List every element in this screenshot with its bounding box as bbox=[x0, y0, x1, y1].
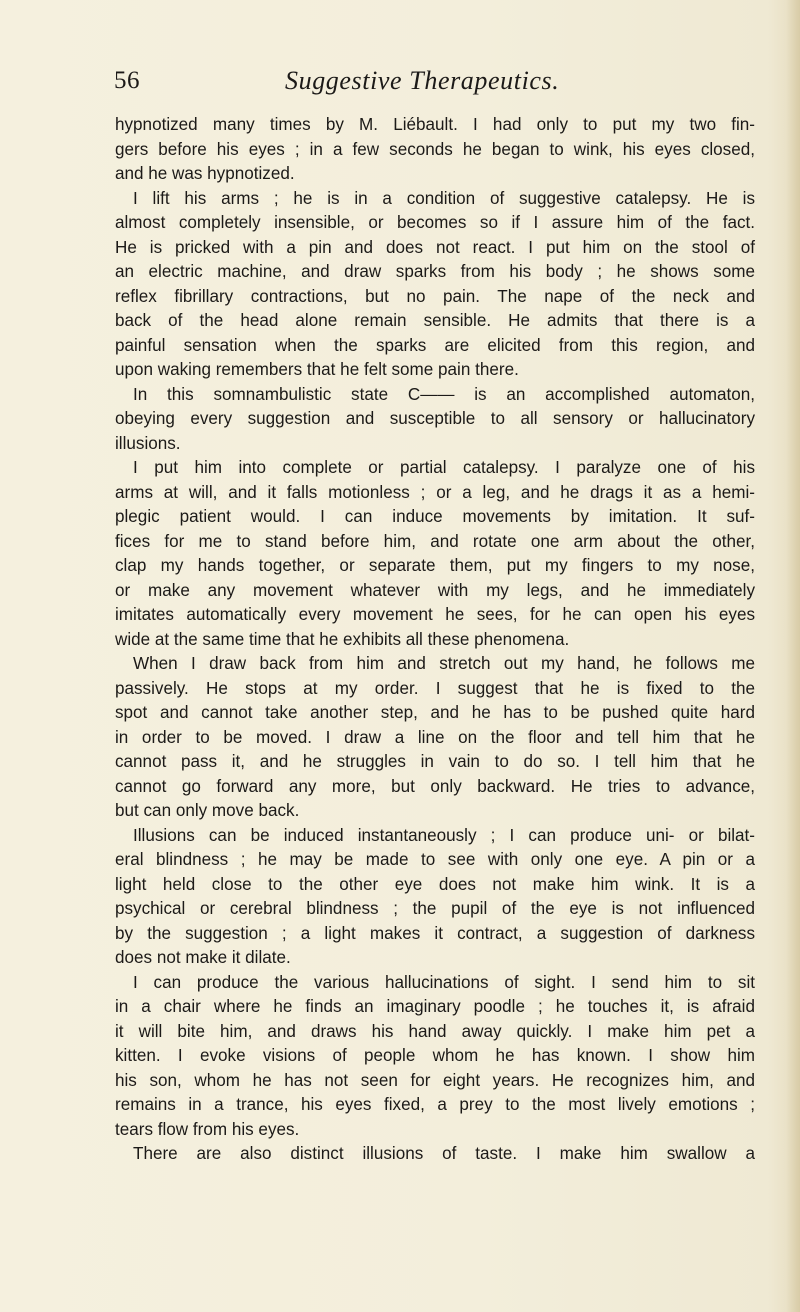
running-head bbox=[114, 63, 754, 99]
text-line: illusions. bbox=[115, 433, 181, 453]
text-line: Illusions can be induced instantaneously ; I can produce uni- or bilat- bbox=[133, 825, 755, 845]
text-line: eral blindness ; he may be made to see with only one eye. A pin or a bbox=[115, 850, 755, 869]
running-title: Suggestive Therapeutics. bbox=[285, 66, 560, 95]
text-line: kitten. I evoke visions of people whom he has known. I show him bbox=[115, 1046, 755, 1065]
text-line: clap my hands together, or separate them, put my fingers to my nose, bbox=[115, 556, 755, 575]
text-line: plegic patient would. I can induce movements by imitation. It suf- bbox=[115, 507, 755, 526]
page-number: 56 bbox=[114, 67, 140, 94]
body-text bbox=[115, 113, 755, 1167]
text-line: I put him into complete or partial catalepsy. I paralyze one of his bbox=[133, 458, 755, 477]
text-line: light held close to the other eye does not make him wink. It is a bbox=[115, 874, 755, 894]
text-line: fices for me to stand before him, and rotate one arm about the other, bbox=[115, 531, 755, 551]
text-line: psychical or cerebral blindness ; the pupil of the eye is not influenced bbox=[115, 899, 755, 918]
text-line: In this somnambulistic state C—— is an accomplished automaton, bbox=[133, 384, 755, 404]
text-line: painful sensation when the sparks are elicited from this region, and bbox=[115, 335, 755, 355]
page-edge-shading bbox=[786, 0, 800, 1312]
text-line: gers before his eyes ; in a few seconds he began to wink, his eyes closed, bbox=[115, 139, 755, 159]
text-line: in order to be moved. I draw a line on the floor and tell him that he bbox=[115, 727, 755, 747]
text-line: it will bite him, and draws his hand away quickly. I make him pet a bbox=[115, 1021, 755, 1041]
text-line: in a chair where he finds an imaginary poodle ; he touches it, is afraid bbox=[115, 997, 755, 1016]
text-line: passively. He stops at my order. I suggest that he is fixed to the bbox=[115, 678, 755, 698]
text-line: There are also distinct illusions of taste. I make him swallow a bbox=[133, 1144, 755, 1163]
text-line: He is pricked with a pin and does not react. I put him on the stool of bbox=[115, 237, 755, 257]
text-line: spot and cannot take another step, and he has to be pushed quite hard bbox=[115, 703, 755, 722]
text-line: by the suggestion ; a light makes it contract, a suggestion of darkness bbox=[115, 923, 755, 943]
text-line: When I draw back from him and stretch out my hand, he follows me bbox=[133, 654, 755, 673]
text-line: cannot pass it, and he struggles in vain to do so. I tell him that he bbox=[115, 752, 755, 771]
text-line: remains in a trance, his eyes fixed, a prey to the most lively emotions ; bbox=[115, 1095, 755, 1114]
text-line: an electric machine, and draw sparks from his body ; he shows some bbox=[115, 262, 755, 281]
text-line: cannot go forward any more, but only backward. He tries to advance, bbox=[115, 776, 755, 796]
text-line: almost completely insensible, or becomes so if I assure him of the fact. bbox=[115, 213, 755, 232]
text-line: back of the head alone remain sensible. He admits that there is a bbox=[115, 311, 755, 330]
text-line: I lift his arms ; he is in a condition of suggestive catalepsy. He is bbox=[133, 188, 755, 208]
text-line: does not make it dilate. bbox=[115, 948, 291, 967]
text-line: reflex fibrillary contractions, but no pain. The nape of the neck and bbox=[115, 286, 755, 306]
text-line: arms at will, and it falls motionless ; or a leg, and he drags it as a hemi- bbox=[115, 482, 755, 502]
text-line: wide at the same time that he exhibits all these phenomena. bbox=[115, 629, 570, 649]
text-line: hypnotized many times by M. Liébault. I had only to put my two fin- bbox=[115, 115, 755, 134]
text-line: upon waking remembers that he felt some pain there. bbox=[115, 360, 519, 379]
text-line: but can only move back. bbox=[115, 801, 300, 820]
text-line: and he was hypnotized. bbox=[115, 164, 295, 183]
text-line: I can produce the various hallucinations of sight. I send him to sit bbox=[133, 972, 755, 992]
text-line: his son, whom he has not seen for eight years. He recognizes him, and bbox=[115, 1070, 755, 1090]
text-line: imitates automatically every movement he sees, for he can open his eyes bbox=[115, 605, 755, 624]
text-line: tears flow from his eyes. bbox=[115, 1119, 300, 1139]
text-line: obeying every suggestion and susceptible to all sensory or hallucinatory bbox=[115, 409, 755, 428]
text-line: or make any movement whatever with my legs, and he immediately bbox=[115, 580, 755, 600]
